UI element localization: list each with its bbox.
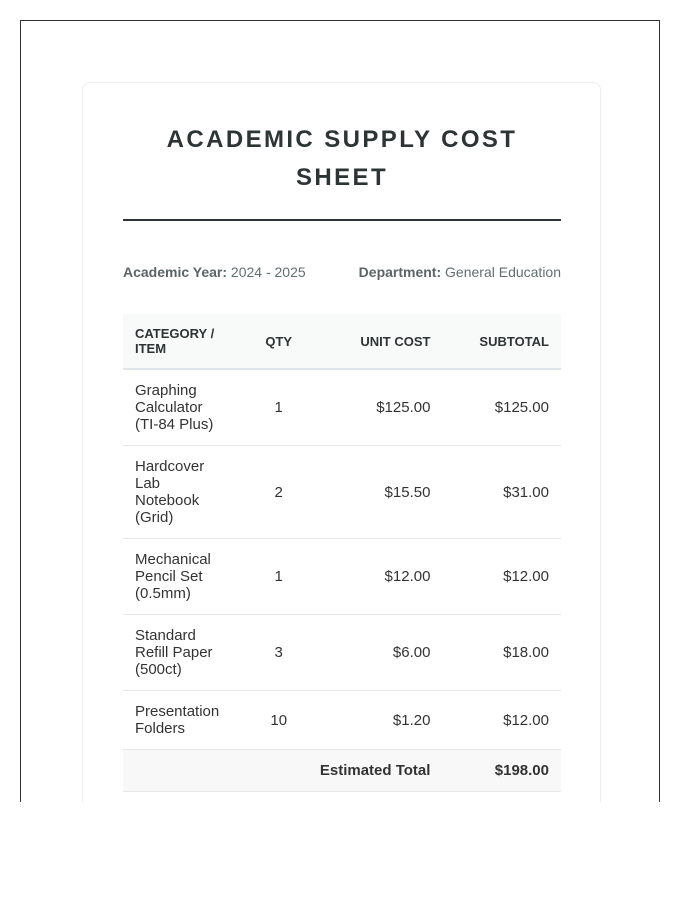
table-row [123, 615, 561, 691]
table-row [123, 691, 561, 750]
item-qty: 2 [240, 446, 318, 539]
item-unit-cost: $6.00 [318, 615, 443, 691]
header-unit-cost: UNIT COST [318, 314, 443, 369]
item-qty: 3 [240, 615, 318, 691]
academic-year [123, 264, 306, 280]
item-name: Hardcover Lab Notebook (Grid) [123, 446, 240, 539]
header-qty: QTY [240, 314, 318, 369]
item-unit-cost: $15.50 [318, 446, 443, 539]
table-header-row [123, 314, 561, 369]
title-divider [123, 219, 561, 221]
item-name: Standard Refill Paper (500ct) [123, 615, 240, 691]
total-label: Estimated Total [240, 750, 443, 792]
item-qty: 10 [240, 691, 318, 750]
page-frame [20, 20, 660, 802]
table-row [123, 539, 561, 615]
item-unit-cost: $1.20 [318, 691, 443, 750]
item-unit-cost: $125.00 [318, 369, 443, 446]
header-item: CATEGORY / ITEM [123, 314, 240, 369]
sheet-meta [123, 264, 561, 280]
academic-year-label: Academic Year: [123, 264, 228, 280]
item-subtotal: $31.00 [442, 446, 561, 539]
department [359, 264, 561, 280]
item-name: Mechanical Pencil Set (0.5mm) [123, 539, 240, 615]
total-value: $198.00 [442, 750, 561, 792]
item-qty: 1 [240, 539, 318, 615]
item-name: Presentation Folders [123, 691, 240, 750]
department-value: General Education [445, 264, 561, 280]
page-title: ACADEMIC SUPPLY COST SHEET [166, 126, 518, 191]
cost-table [123, 314, 561, 792]
table-row [123, 446, 561, 539]
item-name: Graphing Calculator (TI-84 Plus) [123, 369, 240, 446]
item-unit-cost: $12.00 [318, 539, 443, 615]
item-qty: 1 [240, 369, 318, 446]
item-subtotal: $12.00 [442, 539, 561, 615]
total-spacer [123, 750, 240, 792]
table-row [123, 369, 561, 446]
header-subtotal: SUBTOTAL [442, 314, 561, 369]
cost-sheet-card [82, 82, 601, 802]
department-label: Department: [358, 264, 442, 280]
item-subtotal: $12.00 [442, 691, 561, 750]
item-subtotal: $18.00 [442, 615, 561, 691]
item-subtotal: $125.00 [442, 369, 561, 446]
academic-year-value: 2024 - 2025 [230, 264, 306, 280]
total-row [123, 750, 561, 792]
